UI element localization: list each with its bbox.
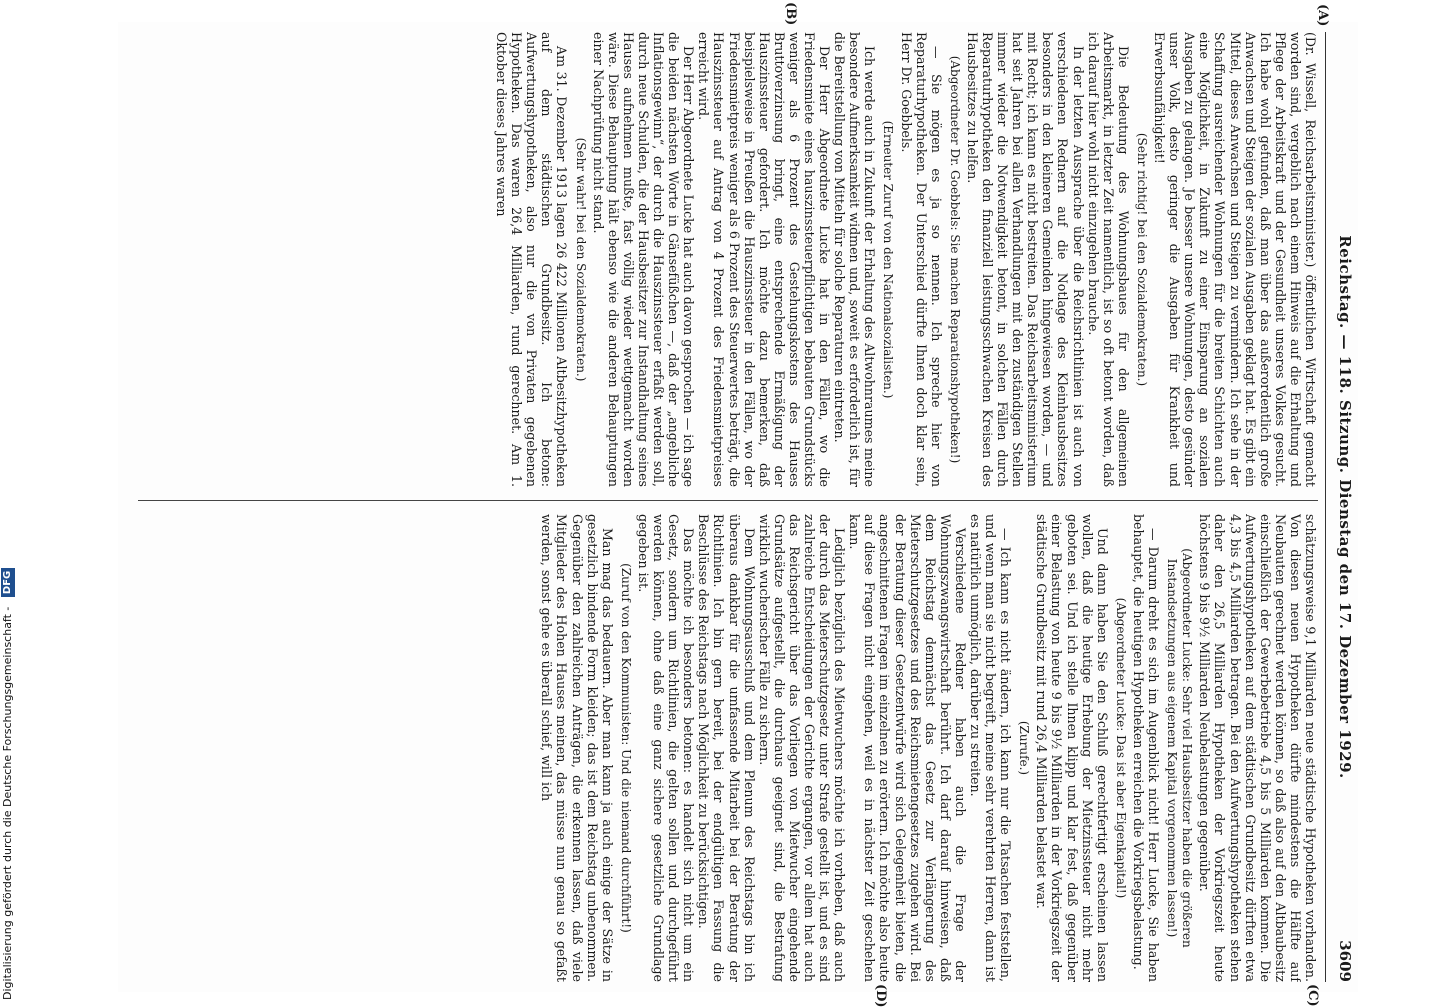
- paragraph: — Ich kann es nicht ändern, ich kann nur die Tatsachen feststellen, und wenn man sie nicht begreift, meine sehr verehrten Herren, dann ist es natürlich unmöglich, darüber zu streiten.: [968, 514, 1014, 982]
- paragraph: Am 31. Dezember 1913 lagen 26 422 Millionen Altbesitzhypotheken auf dem städtischen Grundbesitz. Ich betone: Aufwertungshypotheken, also nur die von Privaten gegebenen Hypotheken. Das waren 26,4 Milliarden, rund gerechnet. Am 1. Oktober dieses Jahres waren: [494, 32, 570, 487]
- paragraph: Man mag das bedauern. Aber man kann ja auch einige der Sätze in gesetzlich bindende Form kleiden; das ist dem Reichstag unbenommen. Gegenüber den zahlreichen Anträgen, die erkennen lassen, daß viele Mitglieder des Hohen Hauses meinen, das müsse nun genau so gefaßt werden, sonst gehe es überall schief, will ich: [539, 514, 615, 982]
- paragraph: — Sie mögen es ja so nennen. Ich spreche hier von Reparaturhypotheken. Der Unterschied dürfte Ihnen doch klar sein, Herr Dr. Goebbels.: [898, 32, 944, 487]
- paragraph: Der Herr Abgeordnete Lucke hat in den Fällen, wo die Friedensmiete eines hauszinssteuerpflichtigen bebauten Grundstücks weniger als 6 Prozent des Gestehungskostens des Hauses Bruttoverzinsung bringt, eine entsprechende Ermäßigung der Hauszinssteuer gefordert. Ich möchte dazu bemerken, daß beispielsweise in Preußen die Hauszinssteuer in den Fällen, wo der Friedensmietpreis weniger als 6 Prozent des Steuerwertes beträgt, die Hauszinssteuer auf Antrag von 4 Prozent des Friedensmietpreises erreicht wird.: [696, 32, 833, 487]
- page-header: [1324, 32, 1354, 982]
- interjection: (Abgeordneter Dr. Goebbels: Sie machen Reparationshypotheken!): [947, 55, 962, 464]
- dfg-logo: DFG: [1, 568, 15, 597]
- paragraph: schätzungsweise 9,1 Milliarden neue städtische Hypotheken vorhanden. Von diesen neuen Hypotheken dürfte mindestens die Hälfte auf Neubauten gerechnet werden können, so daß also auf den Altbaubesitz einschließlich der Gewerbebetriebe 4,5 bis 5 Milliarden kommen. Die Aufwertungshypotheken auf dem städtischen Grundbesitz dürften etwa 4,3 bis 4,5 Milliarden betragen. Bei den Aufwertungshypotheken stehen daher den 26,5 Milliarden Hypotheken der Vorkriegszeit heute höchstens 9 bis 9½ Milliarden Neubelastungen gegenüber.: [1197, 514, 1318, 982]
- margin-marker-c: (C): [1305, 984, 1320, 1007]
- paragraph: Lediglich bezüglich des Mietwuchers möchte ich vorheben, daß auch der durch das Mieterschutzgesetz unter Strafe gestellt ist, und es sind zahlreiche Entscheidungen der Gerichte ergangen, vor allem hat auch das Reichsgericht über das Vorliegen von Mietwucher eingehende Grundsätze aufgestellt, die durchaus geeignet sind, die Bestrafung wirklich wucherischer Fälle zu sichern.: [756, 514, 848, 982]
- left-column: [128, 32, 1318, 487]
- paragraph: Ich werde auch in Zukunft der Erhaltung des Altwohnraumes meine besondere Aufmerksamkeit widmen und, soweit es erforderlich ist, für die Bereitstellung von Mitteln für solche Reparaturen eintreten.: [832, 32, 878, 487]
- paragraph: In der letzten Aussprache über die Reichsrichtlinien ist auch von verschiedenen Rednern auf die Notlage des Kleinhausbesitzes besonders in den kleineren Gemeinden hingewiesen worden, — und mit Recht; ich kann es nicht bestreiten. Das Reichsarbeitsministerium hat seit Jahren bei allen Verhandlungen mit den zuständigen Stellen immer wieder die Notwendigkeit betont, in solchen Fällen durch Reparaturhypotheken den finanziell leistungsschwachen Kreisen des Hausbesitzes zu helfen.: [964, 32, 1086, 487]
- column-divider: [138, 500, 1318, 501]
- digitization-note-text: Digitalisierung gefördert durch die Deutsche Forschungsgemeinschaft -: [1, 606, 14, 1000]
- interjection: (Erneuter Zuruf von den Nationalsozialisten.): [881, 120, 896, 399]
- interjection: (Zurufe.): [1017, 720, 1032, 776]
- margin-marker-a: (A): [1315, 4, 1330, 27]
- paragraph: Das möchte ich besonders betonen: es handelt sich nicht um ein Gesetz, sondern um Richtlinien, die gelten sollen und durchgeführt werden können, ohne daß eine ganz sichere gesetzliche Grundlage gegeben ist.: [635, 514, 697, 982]
- rotated-document-page: [118, 2, 1358, 1008]
- margin-marker-b: (B): [783, 2, 798, 26]
- header-title: Reichstag. — 118. Sitzung. Dienstag den 17. Dezember 1929.: [1336, 235, 1354, 779]
- header-rule: [1325, 32, 1326, 982]
- page-number: 3609: [1336, 940, 1354, 982]
- paragraph: Verschiedene Redner haben auch die Frage der Wohnungszwangswirtschaft berührt. Ich darf darauf hinweisen, daß dem Reichstag demnächst das Gesetz zur Verlängerung des Mieterschutzgesetzes und des Reichsmietengesetzes zugehen wird. Bei der Beratung dieser Gesetzentwürfe wird sich Gelegenheit bieten, die angeschnittenen Fragen im einzelnen zu erörtern. Ich möchte also heute auf diese Fragen nicht eingehen, weil es in nächster Zeit geschehen kann.: [847, 514, 968, 982]
- paragraph: — Darum dreht es sich im Augenblick nicht! Herr Lucke, Sie haben behauptet, die heutigen Hypotheken erreichen die Vorkriegsbelastung.: [1130, 514, 1162, 982]
- paragraph: Und dann haben Sie den Schluß gerechtfertigt erscheinen lassen wollen, daß die heutige Erhebung der Mietzinssteuer nicht mehr geboten sei. Und ich stelle Ihnen klipp und klar fest, daß gegenüber einer Belastung von heute 9 bis 9½ Milliarden in der Vorkriegszeit der städtische Grundbesitz mit rund 26,4 Milliarden belastet war.: [1034, 514, 1110, 982]
- interjection: (Zuruf von den Kommunisten: Und die niemand durchführt!): [618, 563, 633, 933]
- margin-marker-d: (D): [873, 984, 888, 1008]
- paragraph: Der Herr Abgeordnete Lucke hat auch davon gesprochen — ich sage die beiden nächsten Worte in Gänsefüßchen —, daß der „angebliche Inflationsgewinn“, der durch die Hauszinssteuer erfaßt werden soll, durch neue Schulden, die der Hausbesitzer zur Instandhaltung seines Hauses aufnehmen mußte, fast völlig wieder wettgemacht worden wäre. Diese Behauptung hält ebenso wie die anderen Behauptungen einer Nachprüfung nicht stand.: [590, 32, 697, 487]
- paragraph: (Dr. Wissell, Reichsarbeitsminister.) öffentlichen Wirtschaft gemacht worden sind, vergeblich nach einem Hinweis auf die Erhaltung und Pflege der Arbeitskraft und der Gesundheit unseres Volkes gesucht. Ich habe wohl gefunden, daß man über das außerordentlich große Anwachsen und Steigen der sozialen Ausgaben geklagt hat. Es gibt ein Mittel, dieses Anwachsen und Steigen zu vermindern. Ich sehe in der Schaffung ausreichender Wohnungen für die breiten Schichten auch eine Möglichkeit, in Zukunft zu einer Einsparung an sozialen Ausgaben zu gelangen. Je besser unsere Wohnungen, desto gesünder unser Volk, desto geringer die Ausgaben für Krankheit und Erwerbsunfähigkeit!: [1152, 32, 1318, 487]
- interjection: (Abgeordneter Lucke: Sehr viel Hausbesitzer haben die größeren Instandsetzungen aus eigenem Kapital vorgenommen lassen!): [1165, 548, 1195, 948]
- interjection: (Abgeordneter Lucke: Das ist aber Eigenkapital!): [1113, 597, 1128, 899]
- paragraph: Die Bedeutung des Wohnungsbaues für den allgemeinen Arbeitsmarkt, in letzter Zeit namentlich, ist so oft betont worden, daß ich darauf hier wohl nicht einzugehen brauche.: [1085, 32, 1131, 487]
- interjection: (Sehr richtig! bei den Sozialdemokraten.): [1134, 132, 1149, 387]
- interjection: (Sehr wahr! bei den Sozialdemokraten.): [573, 137, 588, 382]
- paragraph: Dem Wohnungsausschuß und dem Plenum des Reichstags bin ich überaus dankbar für die umfassende Mitarbeit bei der Beratung der Richtlinien. Ich bin gern bereit, bei der endgültigen Fassung die Beschlüsse des Reichstags nach Möglichkeit zu berücksichtigen.: [696, 514, 757, 982]
- digitization-note: [0, 0, 18, 1000]
- right-column: [128, 514, 1318, 982]
